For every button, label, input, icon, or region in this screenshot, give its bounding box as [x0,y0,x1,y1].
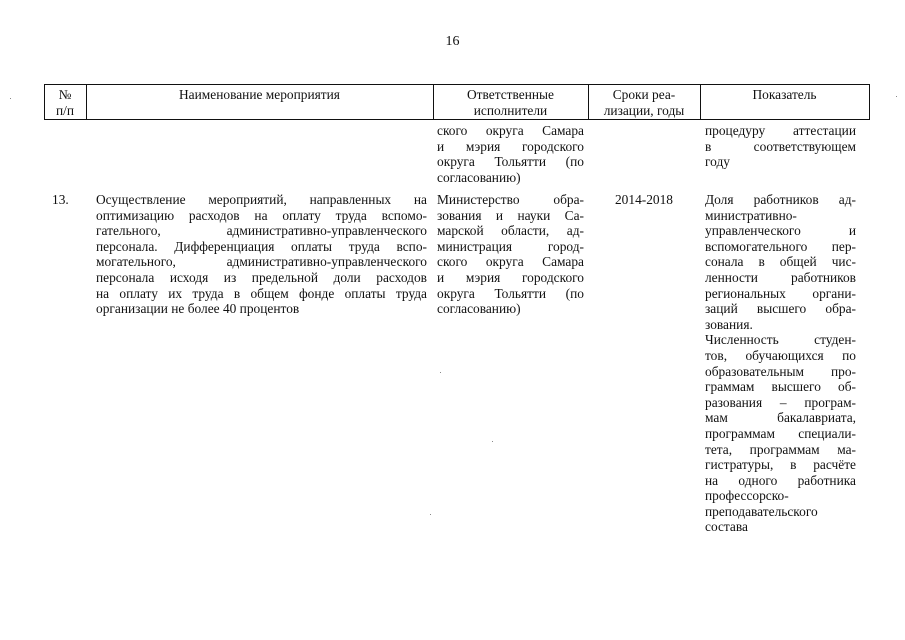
text-line: округа Тольятти (по [437,285,584,301]
text-line: марской области, ад- [437,223,584,239]
text-line: региональных органи- [705,285,856,301]
scan-speck [492,441,493,442]
text-line: сонала в общей чис- [705,254,856,270]
text-line: Численность студен- [705,332,856,348]
header-executors-line: Ответственные [467,87,554,102]
header-indicator [700,87,869,103]
header-name-label: Наименование мероприятия [179,87,340,102]
text-line: процедуру аттестации [705,123,856,138]
text-line: в соответствующем [705,138,856,154]
text-line: мам бакалавриата, [705,410,856,426]
text-line: и мэрия городского [437,269,584,285]
text-line: преподавательского [705,503,818,519]
table-header-bottom-border [44,119,870,120]
row-indicator [705,192,856,535]
text-line: и мэрия городского [437,138,584,154]
continuation-indicator [705,123,856,170]
table-header-top-border [44,84,870,85]
row-period: 2014-2018 [614,192,674,207]
text-line: гистратуры, в расчёте [705,457,856,473]
header-executors [433,87,588,118]
text-line: году [705,154,730,170]
header-number [44,87,86,118]
text-line: организации не более 40 процентов [96,301,300,317]
text-line: ского округа Самара [437,123,584,138]
header-period-line: лизации, годы [603,102,685,118]
text-line: на одного работника [705,472,856,488]
text-line: тета, программам ма- [705,441,856,457]
text-line: министративно- [705,207,797,223]
text-line: министрация город- [437,238,584,254]
text-line: гательного, административно-управленческого [96,223,427,239]
header-indicator-label: Показатель [752,87,817,102]
text-line: граммам высшего об- [705,379,856,395]
text-line: Министерство обра- [437,192,584,207]
text-line: согласованию) [437,301,521,317]
scan-speck [430,514,431,515]
text-line: округа Тольятти (по [437,154,584,170]
text-line: разования – програм- [705,394,856,410]
continuation-executors [437,123,584,185]
row-number: 13. [52,192,69,207]
text-line: оптимизацию расходов на оплату труда вспомо- [96,207,427,223]
text-line: состава [705,519,748,535]
header-number-line: п/п [55,102,75,118]
page-number: 16 [445,34,460,49]
text-line: Доля работников ад- [705,192,856,207]
scan-speck [440,372,441,373]
text-line: профессорско- [705,488,789,504]
text-line: ленности работников [705,269,856,285]
text-line: согласованию) [437,169,521,185]
scan-speck [896,96,897,97]
header-executors-line: исполнители [473,102,548,118]
text-line: заций высшего обра- [705,301,856,317]
text-line: зования и науки Са- [437,207,584,223]
text-line: управленческого и [705,223,856,239]
text-line: на оплату их труда в общем фонде оплаты труда [96,285,427,301]
header-name [86,87,433,103]
text-line: могательного, административно-управленческого [96,254,427,270]
row-executors [437,192,584,317]
row-name [96,192,427,317]
header-period-line: Сроки реа- [612,87,676,102]
text-line: зования. [705,316,753,332]
header-number-line: № [58,87,72,102]
scan-speck [10,98,11,99]
text-line: тов, обучающихся по [705,347,856,363]
text-line: персонала исходя из предельной доли расходов [96,269,427,285]
text-line: персонала. Дифференциация оплаты труда вспо- [96,238,427,254]
text-line: ского округа Самара [437,254,584,270]
text-line: Осуществление мероприятий, направленных на [96,192,427,207]
text-line: образовательным про- [705,363,856,379]
column-divider [869,84,870,119]
text-line: вспомогательного пер- [705,238,856,254]
text-line: программам специали- [705,425,856,441]
header-period [588,87,700,118]
